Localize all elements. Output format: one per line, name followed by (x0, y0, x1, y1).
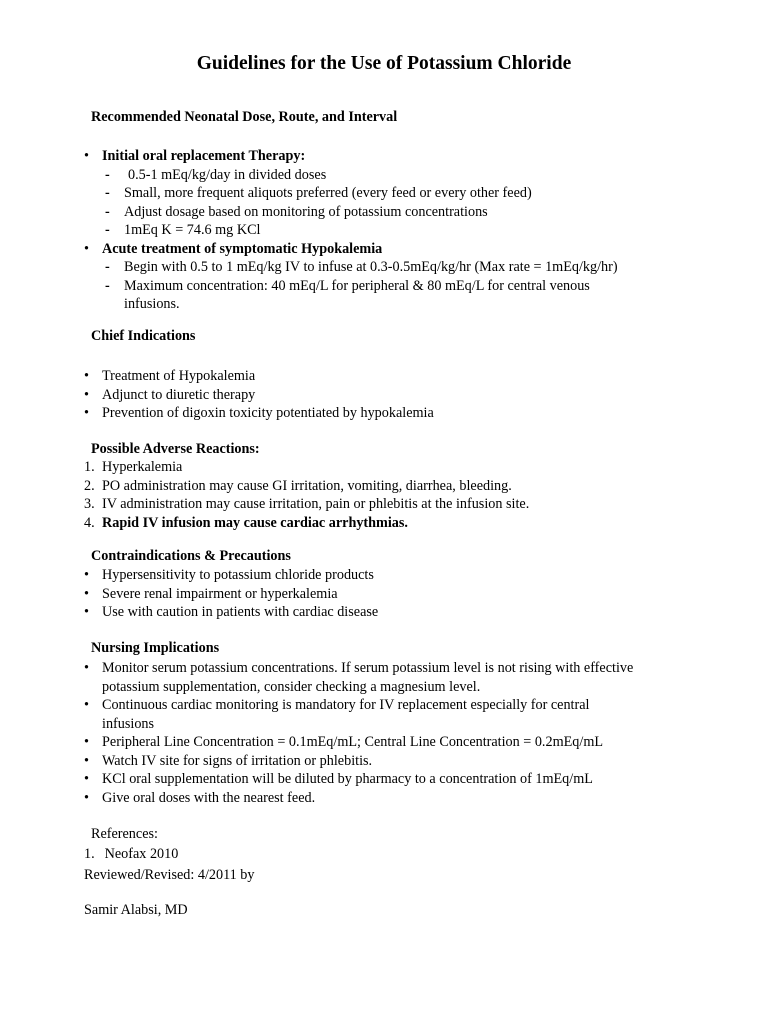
bullet-icon: • (84, 585, 89, 602)
adverse-text: Hyperkalemia (102, 459, 183, 475)
dash-icon: - (105, 259, 110, 275)
list-number: 4. (84, 514, 95, 531)
dosing-heading: Recommended Neonatal Dose, Route, and Interval (91, 109, 398, 125)
list-number: 1. (84, 459, 95, 475)
indication-text: Treatment of Hypokalemia (102, 368, 256, 384)
dosing-subitem: 1mEq K = 74.6 mg KCl (124, 222, 261, 238)
dosing-subitem: Begin with 0.5 to 1 mEq/kg IV to infuse at 0.3-0.5mEq/kg/hr (Max rate = 1mEq/kg/hr) (124, 259, 618, 275)
list-item (84, 386, 662, 405)
list-item (84, 733, 642, 752)
bullet-icon: • (84, 789, 89, 806)
list-item (84, 789, 642, 808)
nursing-text: Peripheral Line Concentration = 0.1mEq/mL; Central Line Concentration = 0.2mEq/mL (102, 734, 604, 750)
indications-list (84, 367, 662, 423)
review-line: Reviewed/Revised: 4/2011 by (84, 867, 255, 883)
indication-text: Prevention of digoxin toxicity potentiated by hypokalemia (102, 405, 434, 421)
dosing-subitem: Adjust dosage based on monitoring of potassium concentrations (124, 203, 488, 220)
references-heading: References: (91, 826, 158, 842)
bullet-icon: • (84, 697, 89, 713)
dosing-sublist (102, 258, 644, 314)
dosing-item-label: Initial oral replacement Therapy: (102, 148, 306, 164)
contraindications-list (84, 566, 662, 622)
list-item (84, 603, 662, 622)
dosing-list (84, 147, 662, 314)
reference-item (84, 845, 178, 864)
reference-text: Neofax 2010 (104, 846, 179, 862)
list-number: 3. (84, 496, 95, 512)
list-item (84, 585, 662, 604)
list-item (105, 166, 662, 185)
list-item (84, 495, 662, 514)
nursing-text: Give oral doses with the nearest feed. (102, 789, 316, 806)
adverse-list (84, 458, 662, 532)
bullet-icon: • (84, 405, 89, 421)
adverse-text: Rapid IV infusion may cause cardiac arrhythmias. (102, 514, 408, 531)
list-number: 2. (84, 477, 95, 494)
list-item (84, 477, 662, 496)
list-item (84, 514, 662, 533)
bullet-icon: • (84, 734, 89, 750)
dash-icon: - (105, 185, 110, 201)
list-item (84, 367, 662, 386)
bullet-icon: • (84, 567, 89, 583)
list-item (84, 696, 642, 733)
dosing-subitem: 0.5-1 mEq/kg/day in divided doses (128, 166, 327, 183)
bullet-icon: • (84, 386, 89, 403)
adverse-heading: Possible Adverse Reactions: (91, 441, 260, 457)
bullet-icon: • (84, 604, 89, 620)
list-item (105, 184, 662, 203)
nursing-text: Watch IV site for signs of irritation or phlebitis. (102, 752, 373, 769)
dash-icon: - (105, 277, 110, 294)
bullet-icon: • (84, 660, 89, 676)
list-item (84, 240, 662, 314)
nursing-text: Monitor serum potassium concentrations. If serum potassium level is not rising with effective potassium supplementation, consider checking a magnesium level. (102, 660, 634, 695)
bullet-icon: • (84, 148, 89, 164)
list-item (84, 659, 642, 696)
bullet-icon: • (84, 240, 89, 257)
dash-icon: - (105, 222, 110, 238)
bullet-icon: • (84, 771, 89, 787)
list-item (84, 752, 642, 771)
author-name: Samir Alabsi, MD (84, 902, 188, 918)
nursing-text: KCl oral supplementation will be diluted by pharmacy to a concentration of 1mEq/mL (102, 771, 593, 787)
nursing-list (84, 659, 642, 807)
contraindication-text: Use with caution in patients with cardiac disease (102, 604, 379, 620)
list-item (105, 258, 644, 277)
nursing-heading: Nursing Implications (91, 640, 220, 656)
bullet-icon: • (84, 752, 89, 769)
dosing-item-label: Acute treatment of symptomatic Hypokalemia (102, 240, 383, 257)
nursing-text: Continuous cardiac monitoring is mandatory for IV replacement especially for central infusions (102, 697, 590, 732)
contraindications-heading: Contraindications & Precautions (91, 548, 291, 564)
dash-icon: - (105, 203, 110, 220)
list-item (105, 221, 662, 240)
dosing-sublist (102, 166, 662, 240)
list-item (84, 458, 662, 477)
dosing-subitem: Small, more frequent aliquots preferred (every feed or every other feed) (124, 185, 532, 201)
list-item (84, 566, 662, 585)
adverse-text: IV administration may cause irritation, pain or phlebitis at the infusion site. (102, 496, 530, 512)
list-item (105, 277, 644, 314)
document-title: Guidelines for the Use of Potassium Chloride (196, 53, 572, 74)
bullet-icon: • (84, 368, 89, 384)
adverse-text: PO administration may cause GI irritation, vomiting, diarrhea, bleeding. (102, 477, 512, 494)
contraindication-text: Hypersensitivity to potassium chloride products (102, 567, 374, 583)
indication-text: Adjunct to diuretic therapy (102, 386, 256, 403)
dash-icon: - (105, 166, 110, 183)
list-item (84, 404, 662, 423)
dosing-subitem: Maximum concentration: 40 mEq/L for peripheral & 80 mEq/L for central venous infusions. (124, 277, 590, 312)
list-item (84, 770, 642, 789)
contraindication-text: Severe renal impairment or hyperkalemia (102, 585, 338, 602)
list-number: 1. (84, 846, 95, 862)
list-item (84, 147, 662, 240)
list-item (105, 203, 662, 222)
indications-heading: Chief Indications (91, 328, 196, 344)
